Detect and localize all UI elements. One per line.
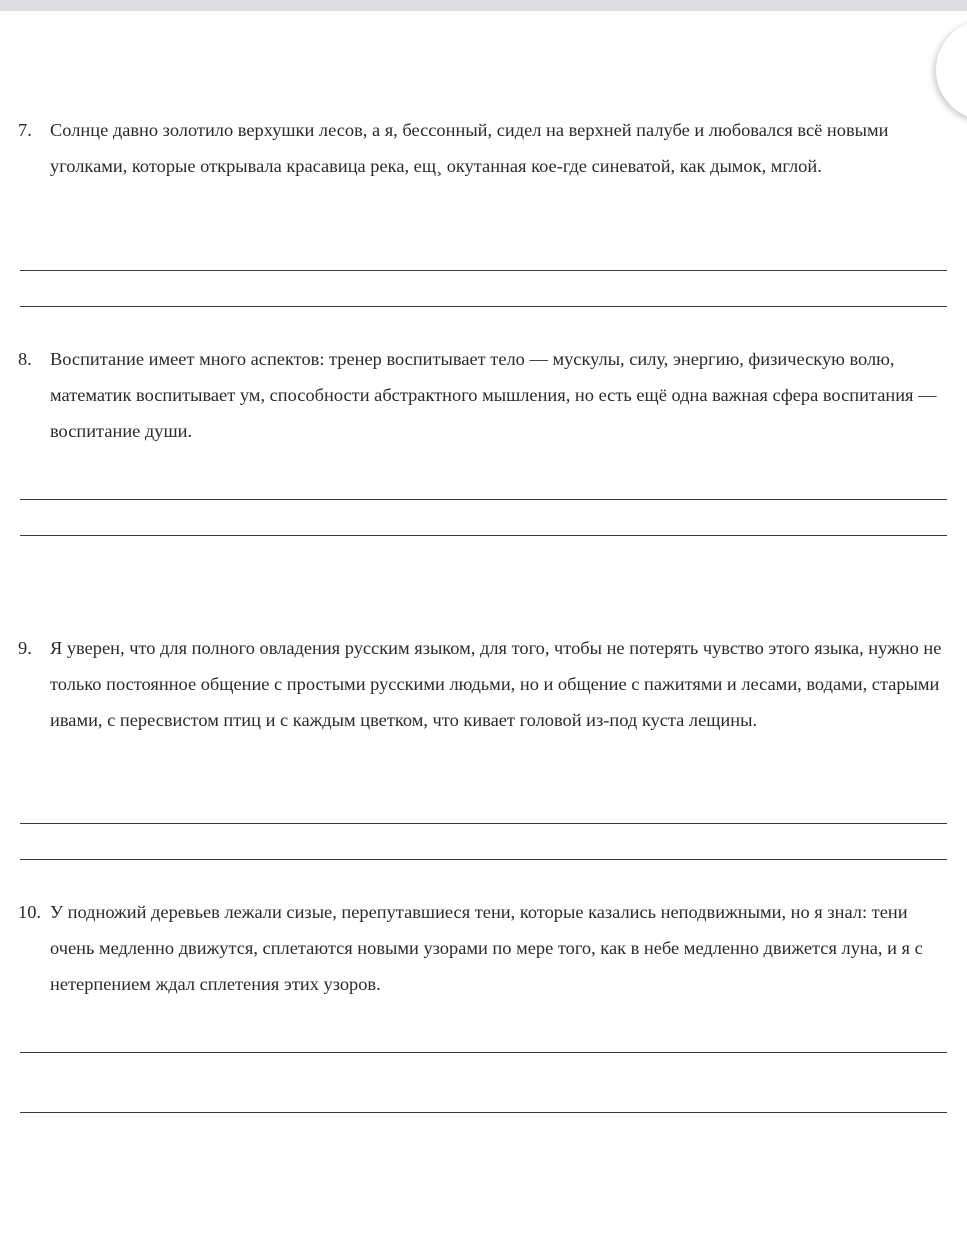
exercise-number: 7. [18,120,32,140]
exercise-7 [18,112,958,184]
exercise-text: Воспитание имеет много аспектов: тренер воспитывает тело — мускулы, силу, энергию, физическую волю, математик воспитывает ум, способности абстрактного мышления, но есть ещё одна важная сфера воспитания — воспитание души. [50,349,937,441]
answer-line[interactable] [20,859,947,860]
exercise-10 [18,894,958,1002]
answer-line[interactable] [20,270,947,271]
exercise-9 [18,630,958,738]
answer-line[interactable] [20,1112,947,1113]
exercise-text: Я уверен, что для полного овладения русским языком, для того, чтобы не потерять чувство этого языка, нужно не только постоянное общение с простыми русскими людьми, но и общение с пажитями и лесами, водами, старыми ивами, с пересвистом птиц и с каждым цветком, что кивает головой из-под куста лещины. [50,638,942,730]
exercise-number: 10. [18,902,41,922]
exercise-number: 8. [18,349,32,369]
exercise-text: Солнце давно золотило верхушки лесов, а я, бессонный, сидел на верхней палубе и любовался всё новыми уголками, которые открывала красавица река, ещ¸ окутанная кое-где синеватой, как дымок, мглой. [50,120,889,176]
exercise-text: У подножий деревьев лежали сизые, перепутавшиеся тени, которые казались неподвижными, но я знал: тени очень медленно движутся, сплетаются новыми узорами по мере того, как в небе медленно движется луна, и я с нетерпением ждал сплетения этих узоров. [50,902,923,994]
top-toolbar-strip [0,0,967,11]
answer-line[interactable] [20,535,947,536]
answer-line[interactable] [20,499,947,500]
answer-line[interactable] [20,1052,947,1053]
floating-action-button[interactable] [936,20,967,120]
answer-line[interactable] [20,823,947,824]
answer-line[interactable] [20,306,947,307]
exercise-number: 9. [18,638,32,658]
exercise-8 [18,341,958,449]
